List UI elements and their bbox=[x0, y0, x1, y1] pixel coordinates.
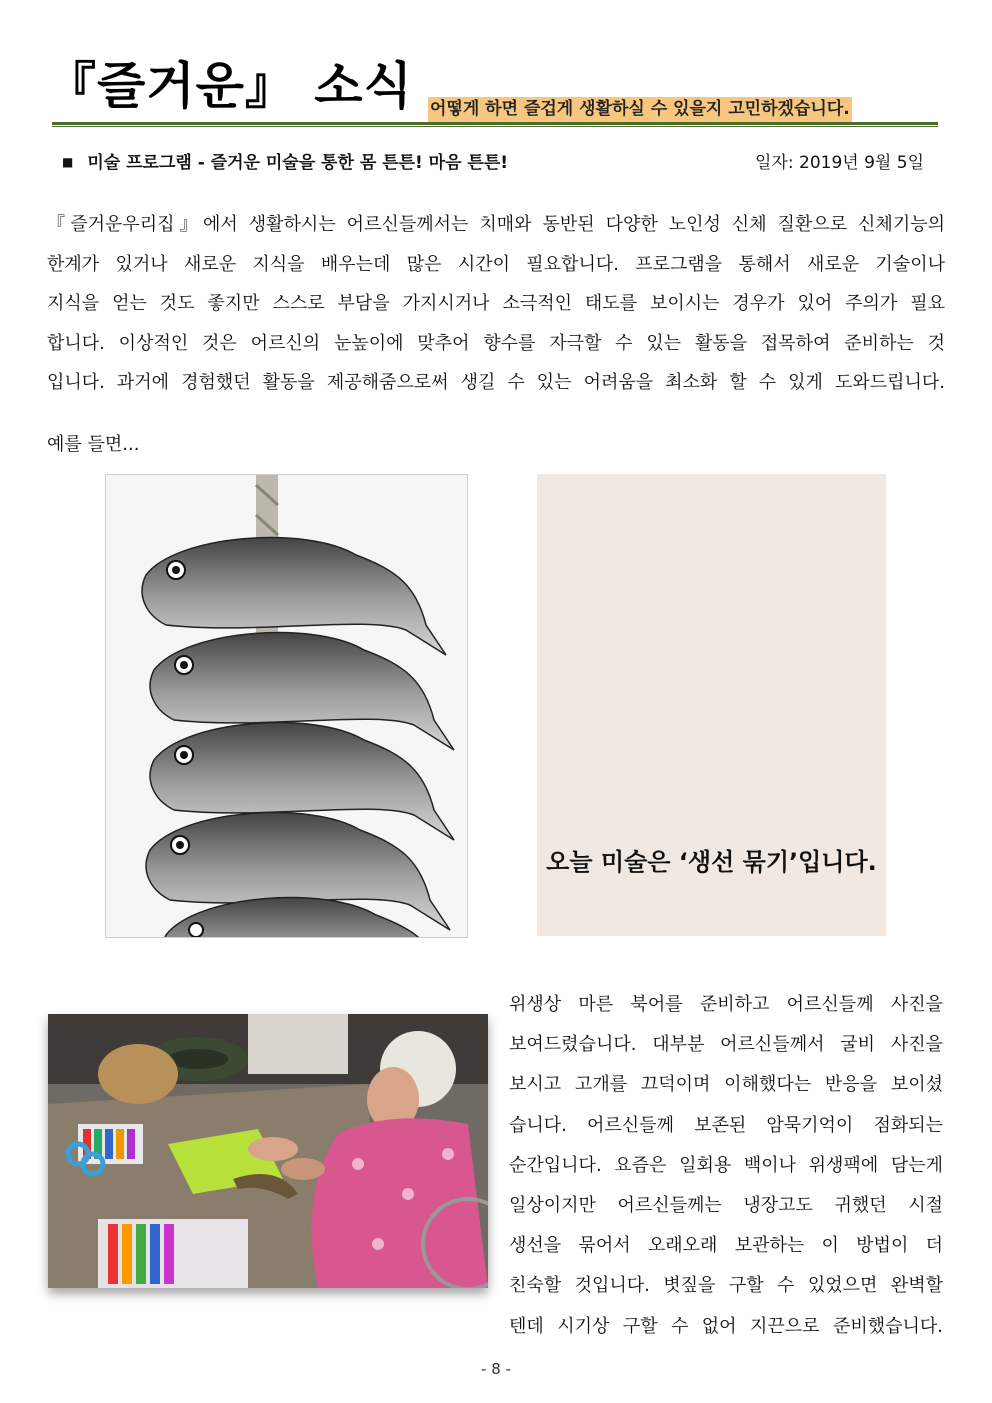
body-line: 생선을 묶어서 오래오래 보관하는 이 방법이 더 bbox=[509, 1235, 943, 1257]
intro-line: 『즐거운우리집』에서 생활하시는 어르신들께서는 치매와 동반된 다양한 노인성 신체 질환으로 신체기능의 bbox=[47, 214, 945, 235]
activity-photo bbox=[48, 1014, 488, 1288]
art-topic-caption: 오늘 미술은 ‘생선 묶기’입니다. bbox=[546, 848, 877, 876]
intro-line: 입니다. 과거에 경험했던 활동을 제공해줌으로써 생길 수 있는 어려움을 최소화 할 수 있게 도와드립니다. bbox=[47, 372, 945, 393]
body-line: 일상이지만 어르신들께는 냉장고도 귀했던 시절 bbox=[509, 1194, 943, 1216]
newsletter-title: 『즐거운』 소식 bbox=[46, 57, 413, 115]
elder-tying-fish-photo bbox=[48, 1014, 488, 1288]
body-line: 습니다. 어르신들께 보존된 암묵기억이 점화되는 bbox=[509, 1114, 943, 1136]
body-line: 보시고 고개를 끄덕이며 이해했다는 반응을 보이셨 bbox=[509, 1074, 943, 1096]
section-heading-text: 미술 프로그램 - 즐거운 미술을 통한 몸 튼튼! 마음 튼튼! bbox=[87, 153, 509, 173]
square-bullet-icon: ■ bbox=[62, 155, 74, 169]
intro-line: 한계가 있거나 새로운 지식을 배우는데 많은 시간이 필요합니다. 프로그램을 통해서 새로운 기술이나 bbox=[47, 253, 945, 275]
header-divider bbox=[52, 122, 938, 125]
intro-paragraph bbox=[47, 205, 945, 403]
activity-description bbox=[509, 985, 943, 1347]
fish-sketch-illustration bbox=[106, 475, 467, 937]
body-line: 친숙할 것입니다. 볏짚을 구할 수 있었으면 완벽할 bbox=[509, 1275, 943, 1297]
example-label: 예를 들면... bbox=[47, 434, 140, 455]
body-line: 순간입니다. 요즘은 일회용 백이나 위생팩에 담는게 bbox=[509, 1154, 943, 1176]
body-line: 텐데 시기상 구할 수 없어 지끈으로 준비했습니다. bbox=[509, 1315, 943, 1337]
header-divider-thin bbox=[52, 126, 938, 127]
dried-fish-drawing bbox=[105, 474, 468, 938]
intro-line: 지식을 얻는 것도 좋지만 스스로 부담을 가지시거나 소극적인 태도를 보이시는 경우가 있어 주의가 필요 bbox=[47, 293, 945, 314]
program-date: 일자: 2019년 9월 5일 bbox=[755, 153, 924, 173]
section-heading bbox=[62, 148, 508, 173]
newsletter-subtitle: 어떻게 하면 즐겁게 생활하실 수 있을지 고민하겠습니다. bbox=[428, 97, 852, 122]
page-number: - 8 - bbox=[481, 1360, 511, 1378]
intro-line: 합니다. 이상적인 것은 어르신의 눈높이에 맞추어 향수를 자극할 수 있는 활동을 접목하여 준비하는 것 bbox=[47, 332, 945, 354]
body-line: 위생상 마른 북어를 준비하고 어르신들께 사진을 bbox=[509, 994, 943, 1015]
body-line: 보여드렸습니다. 대부분 어르신들께서 굴비 사진을 bbox=[509, 1034, 943, 1056]
